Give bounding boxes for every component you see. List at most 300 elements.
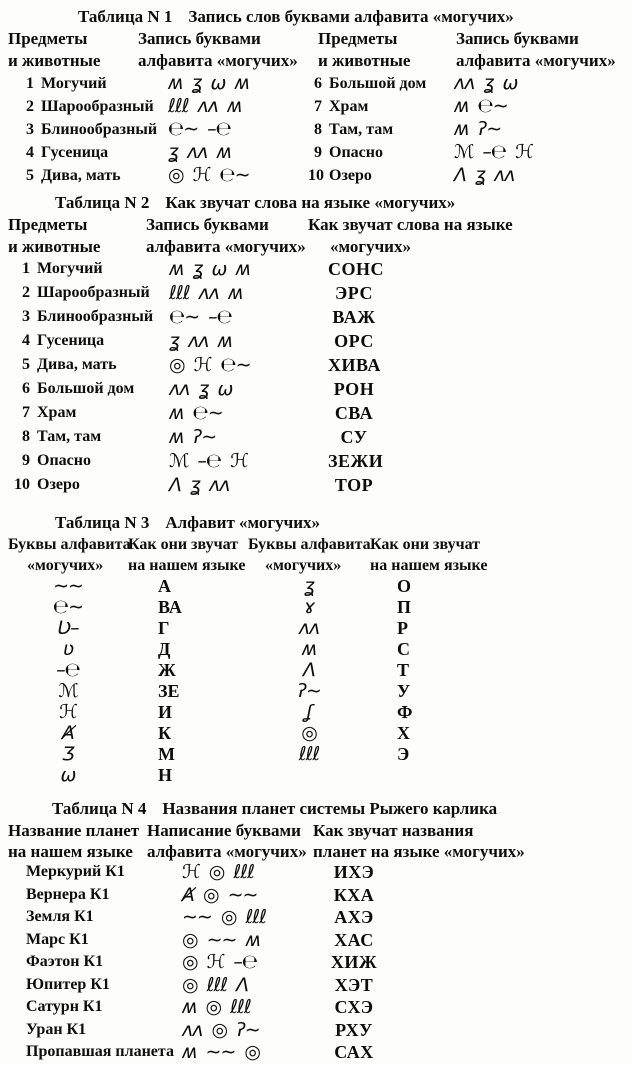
letter-sound: Х	[397, 723, 410, 743]
item-label: Могучий	[37, 260, 103, 277]
mighty-letter: ℓℓℓ	[206, 973, 228, 996]
mighty-letter: ʍ	[217, 330, 233, 352]
column-header-items-right: Предметы и животные	[318, 29, 411, 70]
letter-sound: К	[158, 723, 172, 743]
item-label: Озеро	[329, 167, 372, 184]
table-2-title-text: Как звучат слова на языке «могучих»	[165, 193, 456, 212]
mighty-letter-glyph	[8, 660, 128, 681]
mighty-letter: ʌʌ	[493, 164, 515, 186]
sound-cell	[328, 862, 631, 885]
mighty-letter-glyph	[8, 702, 128, 723]
mighty-glyphs	[448, 118, 629, 141]
mighty-letter: ω	[60, 764, 76, 786]
mighty-glyphs	[165, 354, 328, 378]
mighty-glyphs	[178, 907, 328, 930]
mighty-letter: ʌʌ	[454, 72, 475, 94]
mighty-letter-glyph	[8, 639, 128, 660]
mighty-glyphs	[178, 1020, 328, 1043]
table-row-label	[8, 258, 165, 282]
mighty-letter: ℓℓℓ	[233, 861, 254, 883]
mighty-letter: ℳ	[58, 680, 78, 702]
sound-word: КХА	[333, 884, 375, 905]
mighty-letter: Ʒ	[62, 743, 74, 765]
table-row-label	[8, 330, 165, 354]
table-4	[8, 798, 631, 1065]
mighty-letter: ℮∼	[219, 164, 250, 186]
sound-cell	[328, 952, 631, 975]
mighty-letter: ◎	[182, 973, 198, 996]
table-row-label	[8, 164, 160, 187]
item-label: Большой дом	[329, 75, 427, 92]
mighty-glyphs	[178, 1042, 328, 1065]
mighty-letter: ◎	[211, 1018, 228, 1041]
mighty-glyphs	[160, 164, 308, 187]
table-1-title-label: Таблица N 1	[78, 7, 173, 26]
mighty-letter: ʔ∼	[477, 118, 502, 140]
item-label: Большой дом	[37, 380, 135, 397]
mighty-letter: ʌʌ	[298, 617, 320, 639]
letter-sound: О	[397, 576, 412, 596]
letter-sound: И	[158, 702, 173, 722]
column-header-sounds: Как они звучат на нашем языке	[128, 536, 246, 574]
mighty-letter: ◎	[244, 1041, 260, 1063]
item-label: Шарообразный	[41, 98, 154, 115]
mighty-glyphs	[160, 118, 308, 141]
mighty-letter: ◎	[182, 928, 198, 951]
sound-word: ВАЖ	[332, 307, 376, 327]
mighty-glyphs	[178, 862, 328, 885]
sound-cell	[328, 402, 631, 426]
sound-word: ЭРС	[335, 283, 373, 303]
mighty-letter: ʆ	[306, 701, 312, 723]
mighty-letter-glyph	[8, 618, 128, 639]
sound-cell	[328, 885, 631, 908]
mighty-letter: ◎	[208, 861, 225, 883]
mighty-letter: Ⱥ	[182, 883, 194, 906]
item-number: 9	[314, 144, 322, 161]
mighty-letter: ∼∼	[205, 1041, 236, 1063]
table-3-title	[8, 512, 631, 534]
mighty-glyphs	[448, 95, 629, 118]
sound-word: СВА	[334, 403, 374, 423]
table-2	[8, 192, 631, 498]
table-row-label	[308, 72, 448, 95]
mighty-letter: ℋ	[192, 164, 211, 186]
mighty-letter: ℮∼	[169, 306, 200, 328]
item-label: Там, там	[329, 121, 394, 138]
item-label: Дива, мать	[41, 167, 121, 184]
sound-cell	[328, 306, 631, 330]
mighty-glyphs	[178, 952, 328, 975]
sound-cell	[328, 378, 631, 402]
mighty-letter: ʓ	[190, 474, 200, 496]
mighty-letter: ʓ	[304, 575, 314, 597]
letter-sound: А	[158, 576, 171, 596]
item-number: 2	[26, 98, 34, 115]
table-2-column-headers	[8, 214, 631, 258]
mighty-glyphs	[165, 258, 328, 282]
mighty-letter: ʓ	[192, 258, 203, 280]
sound-cell	[328, 930, 631, 953]
table-4-title	[8, 798, 631, 820]
mighty-letter-glyph	[248, 744, 370, 765]
item-number: 8	[22, 428, 30, 445]
mighty-letter-glyph	[248, 660, 370, 681]
mighty-glyphs	[448, 141, 629, 164]
item-number: 7	[314, 98, 322, 115]
table-1	[8, 6, 631, 187]
mighty-letter: ω	[210, 72, 226, 94]
mighty-letter: ʍ	[169, 426, 184, 448]
item-label: Храм	[329, 98, 369, 115]
mighty-glyphs	[178, 997, 328, 1020]
sound-word: СХЭ	[334, 997, 374, 1017]
mighty-letter: ω	[502, 72, 518, 94]
table-1-body	[8, 72, 631, 187]
mighty-letter: ʍ	[234, 72, 249, 94]
table-row-label	[8, 450, 165, 474]
item-number: 9	[22, 452, 30, 469]
table-row-label	[8, 402, 165, 426]
mighty-letter: ◎	[220, 906, 237, 928]
column-header-letters: Буквы алфавита «могучих»	[248, 536, 371, 574]
sound-word: САХ	[334, 1042, 374, 1062]
sound-cell	[328, 282, 631, 306]
mighty-letter: ∼∼	[206, 928, 237, 951]
mighty-letter: ℋ	[515, 141, 533, 163]
mighty-letter: ω	[217, 378, 233, 400]
planet-name: Марс К1	[26, 930, 89, 948]
column-header-glyphs-right: Запись буквами алфавита «могучих»	[456, 29, 616, 70]
planet-name: Земля К1	[26, 908, 94, 925]
sound-cell	[328, 1020, 631, 1043]
table-3	[8, 512, 631, 786]
sound-word: ХЭТ	[334, 974, 374, 995]
mighty-letter: ʌʌ	[198, 282, 220, 304]
mighty-letter: ◎	[205, 996, 222, 1018]
item-number: 3	[26, 121, 34, 138]
table-row-label	[8, 306, 165, 330]
mighty-letter-glyph	[248, 723, 370, 744]
item-label: Там, там	[37, 428, 102, 445]
mighty-letter: ◎	[203, 883, 219, 906]
item-number: 4	[22, 332, 30, 349]
mighty-letter-glyph	[248, 702, 370, 723]
table-row-label	[8, 354, 165, 378]
mighty-letter: Λ	[303, 659, 315, 681]
mighty-letter: ʍ	[216, 141, 232, 163]
sound-cell	[328, 907, 631, 930]
item-number: 5	[26, 167, 34, 184]
mighty-glyphs	[165, 426, 328, 450]
table-1-title-text: Запись слов буквами алфавита «могучих»	[188, 7, 514, 26]
table-2-title	[8, 192, 631, 214]
table-row-label	[8, 378, 165, 402]
table-4-title-text: Названия планет системы Рыжего карлика	[162, 799, 498, 818]
mighty-letter: ℋ	[193, 354, 212, 376]
mighty-glyphs	[178, 975, 328, 998]
mighty-letter: ʓ	[169, 330, 179, 352]
planet-name: Юпитер К1	[26, 975, 110, 993]
item-label: Могучий	[41, 75, 107, 92]
mighty-letter: ◎	[182, 951, 198, 973]
mighty-letter: ʌʌ	[186, 141, 208, 163]
sound-cell	[328, 1042, 631, 1065]
letter-sound: П	[397, 597, 412, 617]
sound-cell	[328, 426, 631, 450]
column-header-names: Название планет на нашем языке	[8, 821, 140, 861]
mighty-letter: –℮	[208, 306, 232, 328]
item-label: Опасно	[37, 452, 91, 469]
letter-sound: С	[397, 639, 410, 659]
table-row-label	[308, 118, 448, 141]
sound-word: ИХЭ	[333, 862, 375, 882]
item-label: Шарообразный	[37, 284, 150, 301]
mighty-letter: ʋ	[62, 638, 74, 660]
mighty-letter: Λ	[236, 973, 249, 996]
mighty-letter: ʌʌ	[182, 1018, 203, 1041]
mighty-letter: ℮∼	[220, 354, 251, 376]
mighty-letter: ʌʌ	[197, 95, 219, 117]
table-3-body	[8, 534, 631, 786]
mighty-letter: ℮∼	[168, 118, 199, 140]
letter-sound: Т	[397, 660, 410, 680]
sound-word: ХИЖ	[330, 952, 378, 972]
item-label: Блинообразный	[41, 121, 158, 138]
mighty-letter: ʍ	[168, 72, 183, 94]
sound-cell	[328, 258, 631, 282]
letter-sound: ВА	[158, 597, 182, 617]
sound-word: РОН	[333, 379, 375, 399]
table-3-left-columns	[8, 534, 248, 786]
letter-sound: Ф	[397, 702, 413, 722]
item-number: 6	[314, 75, 322, 92]
mighty-glyphs	[448, 72, 629, 95]
item-number: 1	[22, 260, 30, 277]
mighty-letter: ʓ	[483, 72, 494, 94]
table-row-label	[8, 118, 160, 141]
table-row-label	[8, 72, 160, 95]
table-row-label	[8, 95, 160, 118]
mighty-letter: ʍ	[228, 282, 243, 304]
item-number: 7	[22, 404, 30, 421]
column-header-glyphs-left: Запись буквами алфавита «могучих»	[138, 29, 298, 70]
sound-word: ТОР	[334, 475, 374, 495]
letter-sound: Ж	[158, 660, 176, 680]
item-number: 8	[314, 121, 322, 138]
planet-name: Фаэтон К1	[26, 953, 104, 970]
table-4-title-label: Таблица N 4	[52, 799, 147, 818]
mighty-letter: –℮	[207, 118, 231, 140]
mighty-letter: ℮∼	[192, 402, 223, 424]
sound-cell	[328, 474, 631, 498]
sound-cell	[328, 354, 631, 378]
mighty-letter-glyph	[8, 744, 128, 765]
mighty-letter: ℋ	[206, 951, 225, 973]
sound-word: ОРС	[334, 331, 374, 351]
mighty-letter: ʔ∼	[297, 680, 321, 702]
mighty-glyphs	[160, 95, 308, 118]
mighty-glyphs	[448, 164, 629, 187]
mighty-glyphs	[165, 306, 328, 330]
mighty-letter: ʌʌ	[169, 378, 190, 400]
table-row-label	[308, 164, 448, 187]
mighty-letter-glyph	[248, 576, 370, 597]
sound-cell	[328, 450, 631, 474]
mighty-letter: ℮∼	[477, 95, 508, 117]
mighty-letter-glyph	[8, 597, 128, 618]
letter-sound: Д	[158, 639, 171, 659]
item-number: 4	[26, 144, 34, 161]
planet-name: Пропавшая планета	[26, 1043, 174, 1060]
letter-sound: ЗЕ	[158, 681, 180, 701]
sound-word: СУ	[340, 427, 368, 447]
table-row-label	[308, 141, 448, 164]
item-label: Блинообразный	[37, 308, 154, 325]
mighty-glyphs	[165, 450, 328, 474]
mighty-letter: ʓ	[191, 72, 202, 94]
sound-word: АХЭ	[334, 907, 374, 927]
column-header-sounds: Как звучат слова на языке «могучих»	[308, 215, 513, 256]
mighty-letter: ∼∼	[227, 883, 258, 906]
mighty-letter: ◎	[301, 722, 317, 744]
mighty-letter: ◎	[168, 164, 184, 186]
table-3-title-label: Таблица N 3	[55, 513, 150, 532]
table-row-label	[8, 474, 165, 498]
mighty-letter: –℮	[197, 450, 222, 472]
planet-name: Уран К1	[26, 1020, 87, 1038]
item-number: 2	[22, 284, 30, 301]
sound-word: ЗЕЖИ	[328, 451, 384, 471]
mighty-letter: –℮	[482, 141, 507, 163]
item-label: Озеро	[37, 476, 80, 493]
sound-cell	[328, 330, 631, 354]
item-label: Храм	[37, 404, 77, 421]
mighty-letter: ʍ	[169, 258, 184, 280]
mighty-letter-glyph	[248, 618, 370, 639]
mighty-letter: ʔ∼	[192, 426, 217, 448]
item-number: 3	[22, 308, 30, 325]
mighty-letter: ʓ	[475, 164, 485, 186]
mighty-glyphs	[160, 141, 308, 164]
mighty-glyphs	[165, 474, 328, 498]
mighty-letter-glyph	[248, 597, 370, 618]
letter-sound: М	[158, 744, 175, 764]
table-2-title-label: Таблица N 2	[55, 193, 150, 212]
mighty-glyphs	[165, 402, 328, 426]
mighty-letter: ℓℓℓ	[168, 95, 189, 117]
sound-cell	[328, 975, 631, 998]
table-2-rows	[8, 258, 631, 498]
mighty-letter: ʍ	[454, 95, 469, 117]
mighty-letter-glyph	[8, 576, 128, 597]
sound-word: ХИВА	[328, 355, 381, 375]
table-1-left-rows	[8, 72, 308, 187]
column-header-items: Предметы и животные	[8, 215, 101, 256]
mighty-letter: ℳ	[169, 450, 189, 472]
mighty-letter: ʍ	[182, 1041, 197, 1063]
table-4-rows	[8, 862, 631, 1065]
mighty-letter: ◎	[169, 354, 185, 376]
letter-sound: Н	[158, 765, 173, 785]
table-1-column-headers	[8, 28, 631, 72]
mighty-letter: ℓℓℓ	[245, 906, 266, 928]
item-number: 10	[14, 476, 30, 493]
mighty-letter: Λ	[169, 474, 181, 496]
mighty-letter: ʓ	[168, 141, 178, 163]
mighty-letter: ℓℓℓ	[230, 996, 251, 1018]
table-row-label	[8, 426, 165, 450]
mighty-letter: ʍ	[235, 258, 250, 280]
planet-name: Сатурн К1	[26, 998, 103, 1015]
mighty-letter-glyph	[248, 681, 370, 702]
mighty-letter: ℋ	[182, 861, 200, 883]
letter-sound: Г	[158, 618, 170, 638]
mighty-letter: ℮∼	[52, 596, 84, 618]
letter-sound: Р	[397, 618, 408, 638]
mighty-letter: ʍ	[169, 402, 184, 424]
table-1-title	[8, 6, 631, 28]
mighty-letter: ʌʌ	[208, 474, 230, 496]
mighty-letter: Λ	[454, 164, 466, 186]
mighty-letter: ℓℓℓ	[169, 282, 190, 304]
column-header-sounds: Как они звучат на нашем языке	[370, 536, 488, 574]
mighty-letter: ʍ	[301, 638, 317, 660]
item-number: 1	[26, 75, 34, 92]
mighty-letter: ∼∼	[53, 575, 83, 597]
mighty-letter-glyph	[8, 681, 128, 702]
table-1-right-rows	[308, 72, 629, 187]
mighty-letter: ʌʌ	[187, 330, 209, 352]
mighty-letter: ʓ	[198, 378, 209, 400]
column-header-glyphs: Написание буквами алфавита «могучих»	[147, 821, 307, 861]
mighty-letter: ʔ∼	[236, 1018, 260, 1041]
table-row-label	[8, 282, 165, 306]
item-label: Дива, мать	[37, 356, 117, 373]
mighty-letter: ℋ	[230, 450, 248, 472]
item-number: 10	[308, 167, 324, 184]
column-header-glyphs: Запись буквами алфавита «могучих»	[146, 215, 306, 256]
letter-sound: Э	[397, 744, 410, 764]
mighty-glyphs	[178, 885, 328, 908]
mighty-glyphs	[165, 378, 328, 402]
mighty-letter-glyph	[8, 723, 128, 744]
table-row-label	[8, 141, 160, 164]
item-label: Опасно	[329, 144, 383, 161]
table-3-title-text: Алфавит «могучих»	[165, 513, 321, 532]
mighty-letter: ʍ	[454, 118, 469, 140]
table-3-right-columns	[248, 534, 500, 786]
mighty-letter-glyph	[248, 639, 370, 660]
mighty-glyphs	[165, 330, 328, 354]
mighty-letter: Ʋ–	[57, 617, 79, 639]
table-row-label	[308, 95, 448, 118]
item-label: Гусеница	[41, 144, 109, 161]
letter-sound: У	[397, 681, 411, 701]
sound-word: СОНС	[328, 259, 384, 279]
item-label: Гусеница	[37, 332, 105, 349]
mighty-letter: ℋ	[59, 701, 77, 723]
mighty-glyphs	[160, 72, 308, 95]
item-number: 6	[22, 380, 30, 397]
mighty-letter: ʍ	[245, 928, 260, 951]
mighty-glyphs	[178, 930, 328, 953]
mighty-letter: ℳ	[454, 141, 474, 163]
sound-word: ХАС	[334, 929, 374, 950]
mighty-letter: ɤ	[303, 596, 315, 618]
mighty-letter: ω	[211, 258, 227, 280]
mighty-letter: ʍ	[182, 996, 197, 1018]
